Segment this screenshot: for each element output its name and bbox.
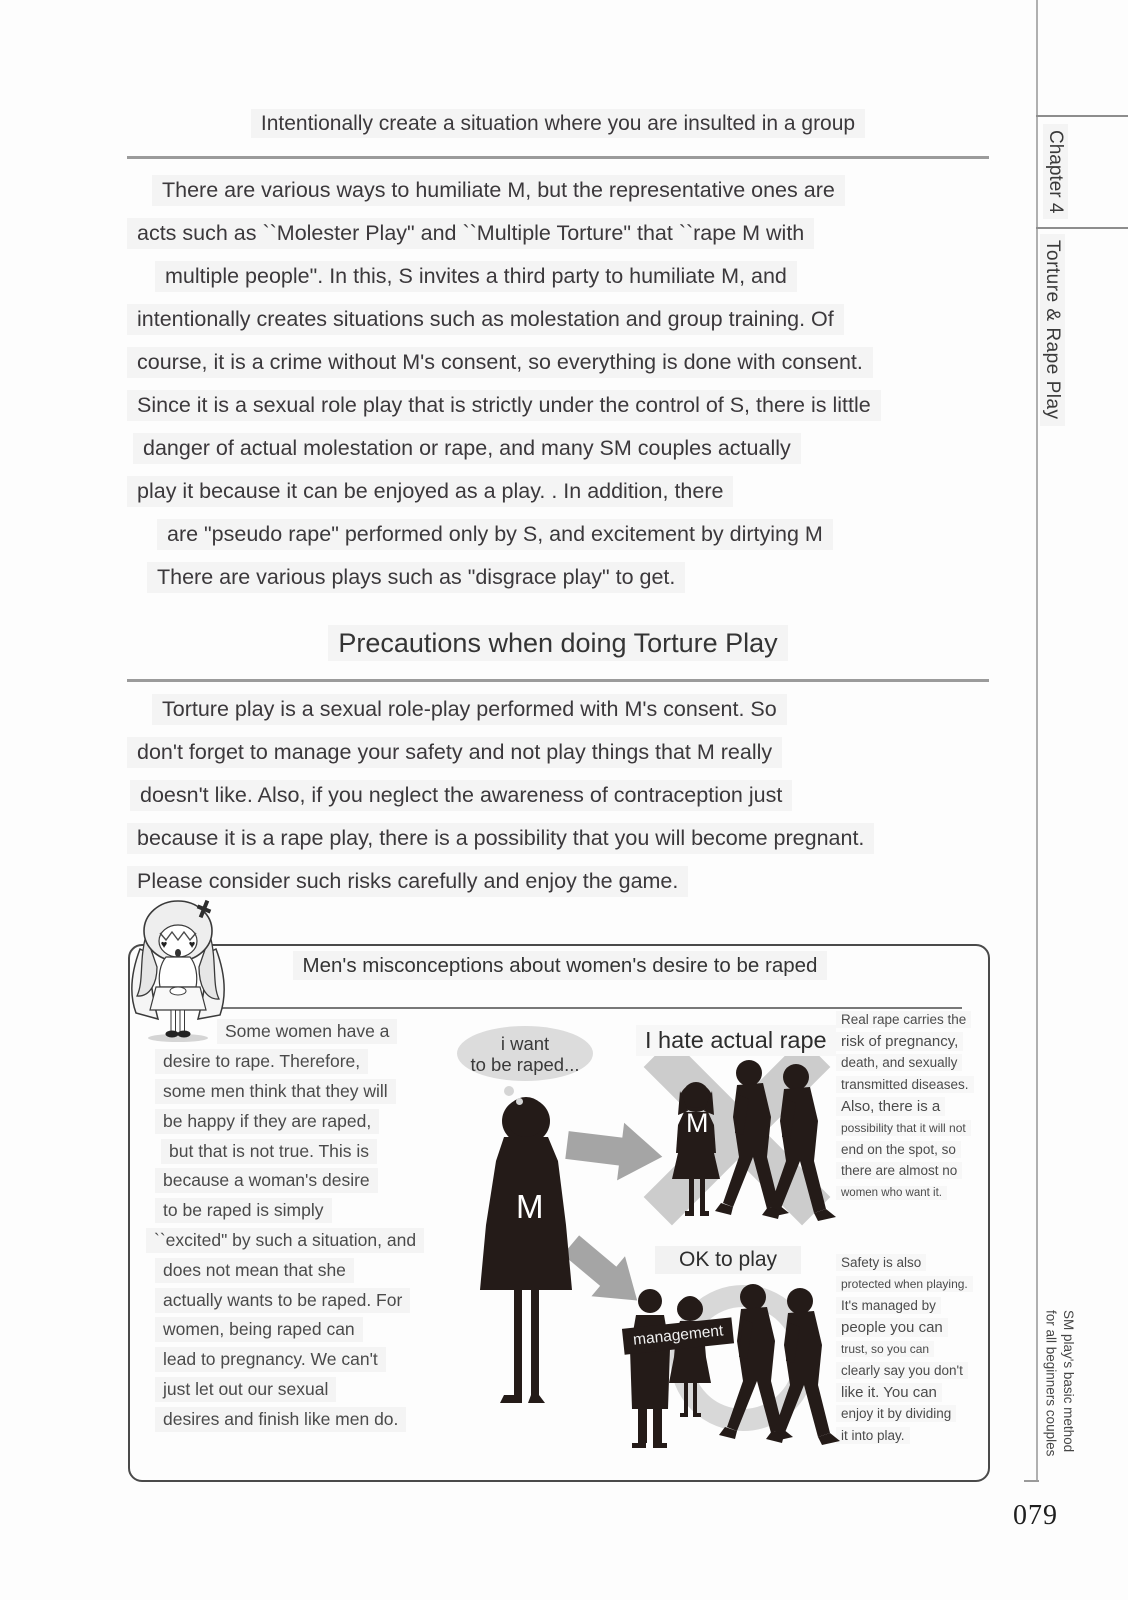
text-line: risk of pregnancy,: [836, 1031, 966, 1053]
text-line: there are almost no: [836, 1160, 966, 1182]
text-line: Torture play is a sexual role-play performed with M's consent. So: [152, 688, 1002, 731]
sidebar-divider: [1036, 115, 1128, 117]
text-line: women who want it.: [836, 1182, 966, 1204]
text-line: Also, there is a: [836, 1095, 966, 1117]
text-line: because it is a rape play, there is a possibility that you will become pregnant.: [127, 817, 1002, 860]
text-line: clearly say you don't: [836, 1360, 966, 1382]
bubble-dot: [504, 1086, 514, 1096]
label-hate-actual-rape: I hate actual rape: [636, 1025, 836, 1056]
text-line: Some women have a: [217, 1017, 455, 1047]
text-line: does not mean that she: [155, 1255, 455, 1285]
text-line: be happy if they are raped,: [155, 1106, 455, 1136]
m-letter-small: M: [686, 1108, 709, 1138]
mascot-dress: [159, 957, 197, 987]
mascot-detail: [170, 987, 186, 995]
label-ok-to-play: OK to play: [655, 1246, 801, 1274]
sidebar-footer-line: SM play's basic method: [1061, 1310, 1076, 1453]
sidebar-footer: [1042, 1310, 1077, 1456]
text-line: multiple people". In this, S invites a third party to humiliate M, and: [155, 255, 1002, 298]
text-line: acts such as ``Molester Play" and ``Multiple Torture" that ``rape M with: [127, 212, 1002, 255]
text-line: end on the spot, so: [836, 1139, 966, 1161]
text-line: transmitted diseases.: [836, 1074, 966, 1096]
bubble-dot: [516, 1098, 523, 1105]
section1-paragraph: [127, 169, 1002, 599]
infobox-title: Men's misconceptions about women's desire to be raped: [150, 954, 970, 978]
text-line: to be raped is simply: [155, 1196, 455, 1226]
text-line: but that is not true. This is: [161, 1136, 455, 1166]
text-line: Real rape carries the: [836, 1009, 966, 1031]
chapter-label: Chapter 4: [1044, 124, 1066, 219]
text-line: are "pseudo rape" performed only by S, and excitement by dirtying M: [157, 513, 1002, 556]
text-line: trust, so you can: [836, 1338, 966, 1360]
text-line: Since it is a sexual role play that is strictly under the control of S, there is little: [127, 384, 1002, 427]
text-line: There are various plays such as "disgrace play" to get.: [147, 556, 1002, 599]
text-line: death, and sexually: [836, 1052, 966, 1074]
mascot-illustration: [116, 891, 241, 1043]
sidebar-vertical-line: [1036, 0, 1038, 1482]
text-line: actually wants to be raped. For: [155, 1285, 455, 1315]
text-line: people you can: [836, 1317, 966, 1339]
mascot-leg: [171, 1010, 176, 1032]
text-line: it into play.: [836, 1425, 966, 1447]
text-line: because a woman's desire: [155, 1166, 455, 1196]
text-line: like it. You can: [836, 1382, 966, 1404]
sidebar-divider: [1036, 227, 1128, 229]
man-with-sign-silhouette: [630, 1289, 670, 1448]
m-letter-large: M: [516, 1188, 544, 1225]
text-line: protected when playing.: [836, 1274, 966, 1296]
heart-eye-icon: ♥: [188, 939, 196, 951]
text-line: women, being raped can: [155, 1315, 455, 1345]
text-line: intentionally creates situations such as molestation and group training. Of: [127, 298, 1002, 341]
divider: [127, 679, 989, 682]
text-line: Safety is also: [836, 1252, 966, 1274]
text-line: lead to pregnancy. We can't: [155, 1345, 455, 1375]
text-line: It's managed by: [836, 1295, 966, 1317]
section2-paragraph: [127, 688, 1002, 903]
text-line: don't forget to manage your safety and not play things that M really: [127, 731, 1002, 774]
mascot-shoe: [178, 1031, 191, 1038]
arrow-right-icon: [563, 1116, 665, 1185]
bubble-text: to be raped...: [470, 1053, 580, 1075]
text-line: desire to rape. Therefore,: [155, 1047, 455, 1077]
mascot-shoe: [166, 1031, 179, 1038]
text-line: Please consider such risks carefully and enjoy the game.: [127, 860, 1002, 903]
bubble-text: i want: [500, 1032, 550, 1054]
sidebar-footer-tick: [1024, 1480, 1039, 1482]
page-number: 079: [1013, 1500, 1058, 1531]
mascot-mouth: [175, 949, 181, 957]
text-line: some men think that they will: [155, 1077, 455, 1107]
text-line: danger of actual molestation or rape, and many SM couples actually: [133, 427, 1002, 470]
woman-silhouette-large: [480, 1097, 572, 1403]
text-line: ``excited" by such a situation, and: [146, 1226, 455, 1256]
infobox-left-text: [155, 1017, 455, 1434]
heart-eye-icon: ♥: [160, 939, 168, 951]
management-sign: management: [622, 1317, 735, 1354]
divider: [127, 156, 989, 159]
text-line: possibility that it will not: [836, 1117, 966, 1139]
thought-bubble: [457, 1026, 593, 1081]
text-line: desires and finish like men do.: [155, 1404, 455, 1434]
section1-heading: Intentionally create a situation where you are insulted in a group: [127, 112, 989, 136]
section2-heading: Precautions when doing Torture Play: [127, 628, 989, 659]
text-line: doesn't like. Also, if you neglect the awareness of contraception just: [130, 774, 1002, 817]
text-line: enjoy it by dividing: [836, 1403, 966, 1425]
text-line: play it because it can be enjoyed as a play. . In addition, there: [127, 470, 1002, 513]
mascot-leg: [180, 1010, 185, 1032]
text-line: There are various ways to humiliate M, but the representative ones are: [152, 169, 1002, 212]
chapter-title: Torture & Rape Play: [1041, 234, 1063, 426]
sidebar-footer-line: for all beginners couples: [1043, 1310, 1059, 1457]
text-line: just let out our sexual: [155, 1375, 455, 1405]
text-line: course, it is a crime without M's consent, so everything is done with consent.: [127, 341, 1002, 384]
